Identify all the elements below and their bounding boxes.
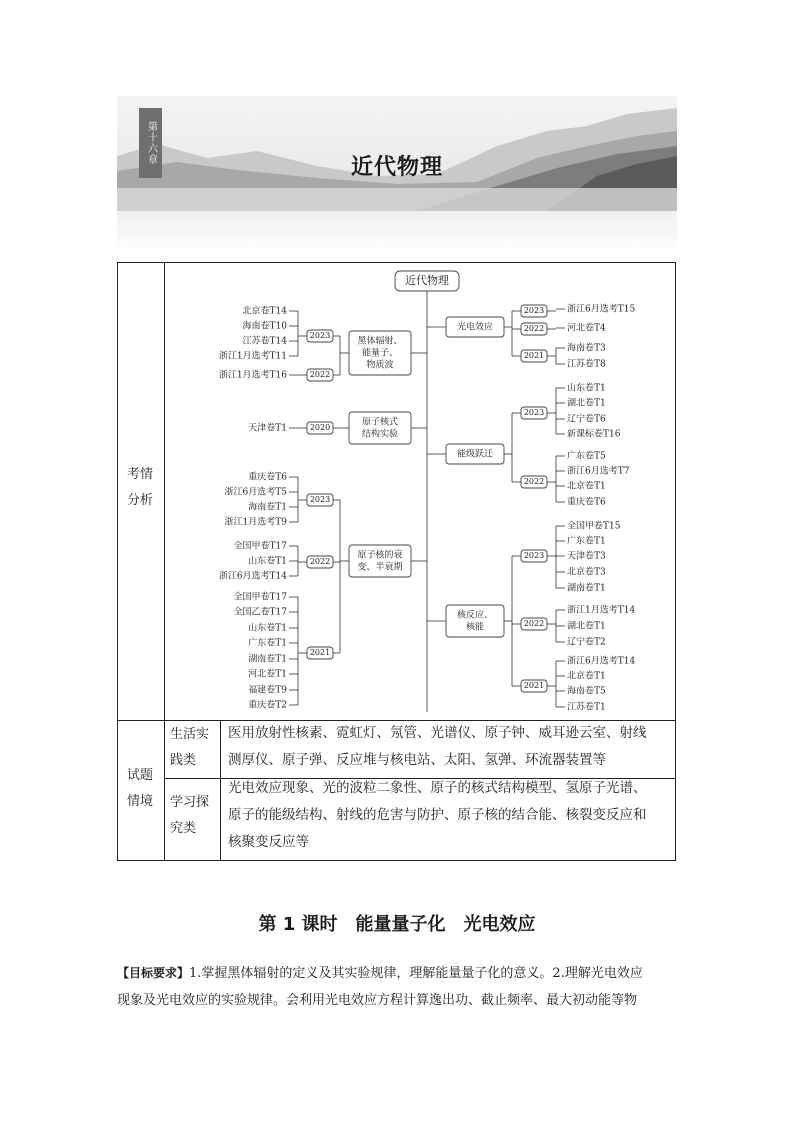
year-badge-text: 2022 — [523, 477, 545, 486]
exam-item: 全国甲卷T17 — [233, 592, 287, 603]
goal-line-1 — [117, 960, 677, 987]
year-badge-text: 2022 — [523, 324, 545, 333]
exam-item: 福建卷T9 — [248, 685, 287, 696]
context-label-line2: 情境 — [127, 794, 154, 809]
exam-item: 广东卷T1 — [567, 536, 606, 547]
row-life-line2: 测厚仪、原子弹、反应堆与核电站、太阳、氢弹、环流器装置等 — [228, 752, 606, 768]
chapter-tag: 第十六章 — [139, 108, 162, 178]
year-badge-text: 2020 — [309, 423, 331, 432]
goal-line-2: 现象及光电效应的实验规律。会利用光电效应方程计算逸出功、截止频率、最大初动能等物 — [117, 993, 638, 1008]
exam-item: 河北卷T1 — [248, 669, 287, 680]
analysis-label-line2: 分析 — [127, 493, 154, 508]
exam-item: 广东卷T5 — [567, 451, 606, 462]
year-badge-text: 2023 — [309, 331, 331, 340]
row-study-label-2: 究类 — [170, 821, 197, 836]
year-badge-text: 2023 — [523, 306, 545, 315]
lesson-title: 第 1 课时 能量量子化 光电效应 — [258, 914, 536, 935]
row-study-line3: 核聚变反应等 — [228, 834, 309, 850]
mindmap-root-text: 近代物理 — [405, 274, 449, 287]
exam-item: 浙江1月选考T16 — [218, 370, 287, 381]
left-topic-text: 原子核式 — [361, 417, 399, 428]
left-topic-text: 原子核的衰 — [357, 550, 403, 561]
exam-item: 北京卷T3 — [567, 567, 606, 578]
exam-item: 全国甲卷T17 — [233, 541, 287, 552]
exam-item: 海南卷T5 — [567, 686, 606, 697]
exam-item: 浙江1月选考T9 — [224, 517, 287, 528]
left-topic-text: 变、半衰期 — [357, 562, 403, 573]
exam-item: 海南卷T3 — [567, 343, 606, 354]
exam-item: 天津卷T1 — [248, 423, 287, 434]
exam-item: 浙江6月选考T7 — [567, 466, 630, 477]
left-topic-text: 结构实验 — [361, 429, 399, 440]
exam-item: 北京卷T1 — [567, 481, 606, 492]
exam-item: 湖北卷T1 — [567, 398, 606, 409]
goal-label: 【目标要求】 — [117, 966, 190, 980]
exam-item: 全国甲卷T15 — [567, 521, 621, 532]
year-badge-text: 2023 — [523, 551, 545, 560]
exam-item: 江苏卷T8 — [567, 359, 606, 370]
exam-item: 海南卷T1 — [248, 502, 287, 513]
year-badge-text: 2021 — [309, 648, 331, 657]
exam-item: 浙江1月选考T11 — [218, 351, 287, 362]
exam-item: 海南卷T10 — [242, 321, 287, 332]
right-topic-text: 光电效应 — [456, 322, 494, 333]
exam-item: 辽宁卷T2 — [567, 637, 606, 648]
exam-item: 北京卷T1 — [567, 671, 606, 682]
context-label-line1: 试题 — [127, 768, 154, 783]
exam-item: 全国乙卷T17 — [233, 607, 287, 618]
row-life-label-1: 生活实 — [170, 727, 210, 742]
exam-item: 北京卷T14 — [242, 306, 287, 317]
exam-item: 浙江6月选考T15 — [567, 304, 636, 315]
exam-item: 重庆卷T6 — [248, 472, 287, 483]
exam-item: 湖南卷T1 — [248, 654, 287, 665]
left-topic-text: 能量子、 — [361, 348, 399, 359]
goal-text-1: 1.掌握黑体辐射的定义及其实验规律，理解能量量子化的意义。2.理解光电效应 — [189, 966, 643, 981]
exam-item: 广东卷T1 — [248, 638, 287, 649]
exam-item: 山东卷T1 — [567, 383, 606, 394]
exam-item: 浙江6月选考T5 — [224, 487, 287, 498]
left-topic-text: 黑体辐射、 — [357, 336, 403, 347]
exam-item: 浙江1月选考T14 — [567, 605, 636, 616]
year-badge-text: 2023 — [309, 495, 331, 504]
analysis-label-line1: 考情 — [127, 467, 154, 482]
right-topic-text: 核能 — [465, 622, 485, 633]
year-badge-text: 2022 — [309, 370, 331, 379]
left-topic-text: 物质波 — [366, 360, 394, 371]
year-badge-text: 2021 — [523, 681, 545, 690]
exam-item: 辽宁卷T6 — [567, 414, 606, 425]
exam-item: 河北卷T4 — [567, 323, 606, 334]
exam-item: 湖南卷T1 — [567, 583, 606, 594]
exam-item: 江苏卷T14 — [242, 336, 287, 347]
year-badge-text: 2023 — [523, 408, 545, 417]
exam-item: 天津卷T3 — [567, 551, 606, 562]
exam-item: 江苏卷T1 — [567, 702, 606, 713]
chapter-title: 近代物理 — [350, 155, 443, 180]
row-study-label-1: 学习探 — [170, 795, 210, 810]
row-study-line2: 原子的能级结构、射线的危害与防护、原子核的结合能、核裂变反应和 — [228, 807, 647, 823]
exam-item: 重庆卷T6 — [567, 497, 606, 508]
exam-item: 山东卷T1 — [248, 623, 287, 634]
exam-item: 湖北卷T1 — [567, 621, 606, 632]
row-life-line1: 医用放射性核素、霓虹灯、氖管、光谱仪、原子钟、威耳逊云室、射线 — [228, 725, 647, 741]
row-study-line1: 光电效应现象、光的波粒二象性、原子的核式结构模型、氢原子光谱、 — [228, 780, 647, 796]
right-topic-text: 核反应、 — [456, 610, 494, 621]
exam-item: 浙江6月选考T14 — [567, 656, 636, 667]
exam-item: 浙江6月选考T14 — [218, 571, 287, 582]
year-badge-text: 2021 — [523, 351, 545, 360]
right-topic-text: 能级跃迁 — [456, 449, 494, 460]
year-badge-text: 2022 — [309, 557, 331, 566]
exam-item: 新课标卷T16 — [567, 429, 621, 440]
row-life-label-2: 践类 — [170, 753, 197, 768]
exam-item: 山东卷T1 — [248, 556, 287, 567]
goal-paragraph — [117, 960, 677, 1014]
exam-item: 重庆卷T2 — [248, 700, 287, 711]
year-badge-text: 2022 — [523, 619, 545, 628]
